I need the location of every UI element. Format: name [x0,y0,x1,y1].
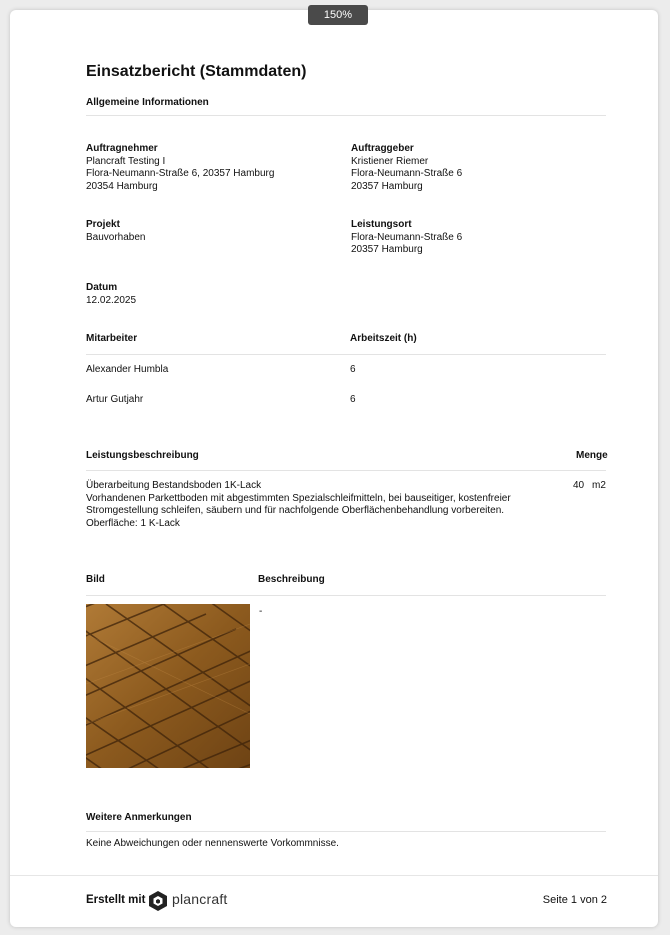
location-street: Flora-Neumann-Straße 6 [351,231,463,243]
page-title: Einsatzbericht (Stammdaten) [86,63,307,80]
client-city: 20357 Hamburg [351,180,423,192]
contractor-block [86,143,274,193]
contractor-street: Flora-Neumann-Straße 6, 20357 Hamburg [86,168,275,179]
divider [86,831,606,832]
date-label: Datum [86,282,118,293]
divider [86,470,606,471]
service-item-line: Stromgestellung schleifen, säubern und für nachfolgende Oberflächenbehandlung vorbereiten. [86,505,505,517]
client-label: Auftraggeber [351,143,414,154]
contractor-label: Auftragnehmer [86,143,158,154]
client-name: Kristiener Riemer [351,155,429,167]
service-item [86,480,526,531]
service-item-title: Überarbeitung Bestandsboden 1K-Lack [86,480,262,491]
location-label: Leistungsort [351,219,412,230]
divider [86,115,606,116]
staff-col-employee: Mitarbeiter [86,333,138,344]
contractor-name: Plancraft Testing I [86,155,166,167]
service-item-line: Oberfläche: 1 K-Lack [86,518,180,530]
page-number: Seite 1 von 2 [542,894,607,906]
divider [86,354,606,355]
divider [86,595,606,596]
services-col-quantity: Menge [576,450,608,461]
date-block [86,282,136,307]
client-street: Flora-Neumann-Straße 6 [351,168,463,179]
contractor-city: 20354 Hamburg [86,180,158,192]
plancraft-logo-icon [148,890,168,917]
staff-row-hours: 6 [350,364,356,375]
staff-col-hours: Arbeitszeit (h) [350,333,417,344]
brand-name: plancraft [172,891,228,907]
remarks-label: Weitere Anmerkungen [86,812,192,823]
staff-row-name: Alexander Humbla [86,364,169,375]
section-general-heading: Allgemeine Informationen [86,97,209,108]
client-block [351,143,462,193]
remarks-text: Keine Abweichungen oder nennenswerte Vorkommnisse. [86,838,339,849]
images-col-image: Bild [86,574,105,585]
location-city: 20357 Hamburg [351,244,423,255]
project-label: Projekt [86,219,120,230]
date-value: 12.02.2025 [86,294,137,306]
project-block [86,219,146,244]
service-item-quantity: 40 [573,480,585,491]
service-item-unit: m2 [592,480,606,491]
parquet-floor-image [86,604,250,768]
report-page [10,10,658,927]
images-col-description: Beschreibung [258,574,325,585]
location-block [351,219,462,257]
parquet-photo[interactable] [86,604,250,768]
project-value: Bauvorhaben [86,231,146,243]
footer-divider [10,875,658,876]
zoom-indicator[interactable]: 150% [308,5,368,25]
image-description: - [259,606,263,617]
created-with-label: Erstellt mit [86,894,146,906]
service-item-line: Vorhandenen Parkettboden mit abgestimmten Spezialschleifmitteln, bei bauseitiger, kostenfreier [86,492,511,504]
staff-row-name: Artur Gutjahr [86,394,144,405]
services-col-description: Leistungsbeschreibung [86,450,199,461]
staff-row-hours: 6 [350,394,356,405]
